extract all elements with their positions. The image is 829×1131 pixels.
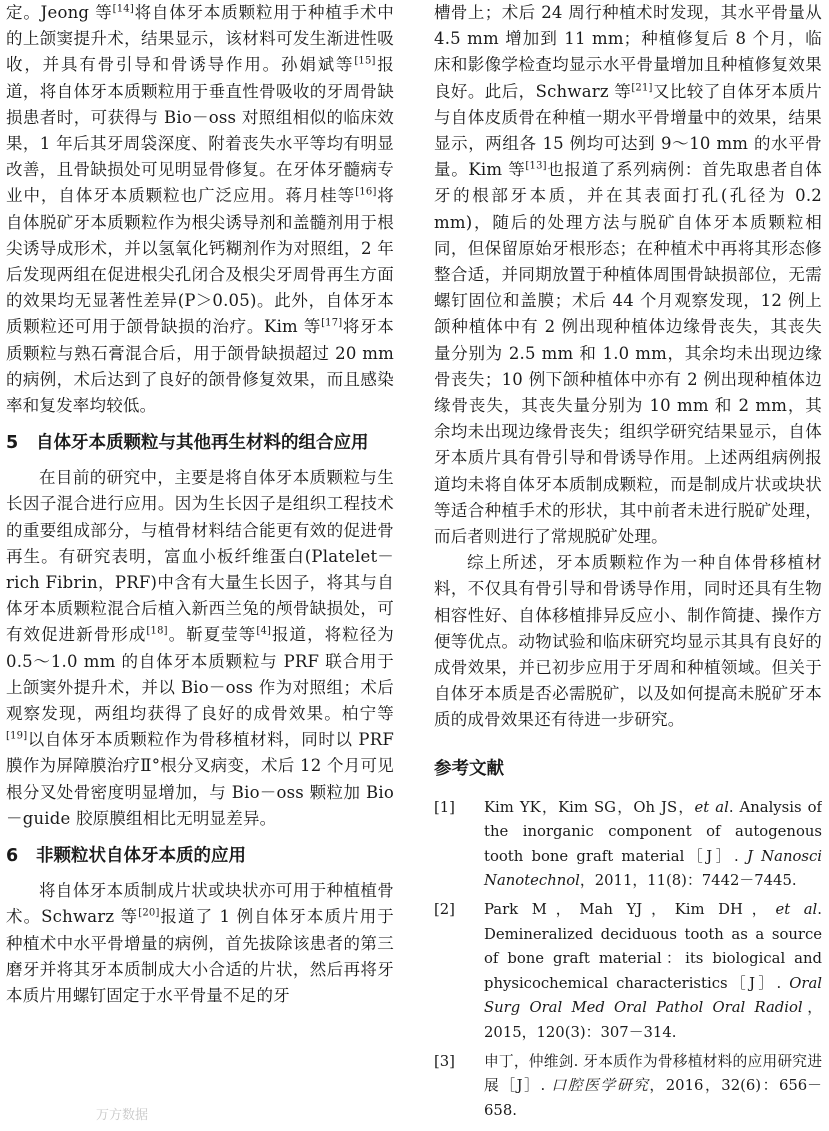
reference-item: [2] Park M，Mah YJ，Kim DH，et al. Demineralized deciduous tooth as a source of bone graft material：its biological and physicochemical characteristics［J］. Oral Surg Oral Med Oral Pathol Oral Radiol，2015，120(3)：307－314. — [434, 901, 822, 1042]
right-column — [434, 0, 822, 1131]
left-column — [6, 0, 394, 1131]
reference-item: [1] Kim YK，Kim SG，Oh JS，et al. Analysis of the inorganic component of autogenous tooth bone graft material［J］. J Nanosci Nanotechnol，2011，11(8)：7442－7445. — [434, 798, 822, 890]
paragraph: 在目前的研究中，主要是将自体牙本质颗粒与生长因子混合进行应用。因为生长因子是组织工程技术的重要组成部分，与植骨材料结合能更有效的促进骨再生。有研究表明，富血小板纤维蛋白(Platelet－rich Fibrin，PRF)中含有大量生长因子，将其与自体牙本质颗粒混合后植入新西兰兔的颅骨缺损处，可有效促进新骨形成[18]。靳夏莹等[4]报道，将粒径为 0.5～1.0 mm 的自体牙本质颗粒与 PRF 联合用于上颌窦外提升术，并以 Bio－oss 作为对照组；术后观察发现，两组均获得了良好的成骨效果。柏宁等[19]以自体牙本质颗粒作为骨移植材料，同时以 PRF 膜作为屏障膜治疗Ⅱ°根分叉病变，术后 12 个月可见根分叉处骨密度明显增加，与 Bio－oss 颗粒加 Bio－guide 胶原膜组相比无明显差异。 — [6, 468, 394, 828]
paragraph: 将自体牙本质制成片状或块状亦可用于种植植骨术。Schwarz 等[20]报道了 1 例自体牙本质片用于种植术中水平骨增量的病例，首先拔除该患者的第三磨牙并将其牙本质制成大小合适的片状，然后再将牙本质片用螺钉固定于水平骨量不足的牙 — [6, 881, 394, 1005]
paragraph-continued: 槽骨上；术后 24 周行种植术时发现，其水平骨量从 4.5 mm 增加到 11 mm；种植修复后 8 个月，临床和影像学检查均显示水平骨量增加且种植修复效果良好。此后，Schwarz 等[21]又比较了自体牙本质片与自体皮质骨在种植一期水平骨增量中的效果，结果显示，两组各 15 例均可达到 9～10 mm 的水平骨量。Kim 等[13]也报道了系列病例：首先取患者自体牙的根部牙本质，并在其表面打孔(孔径为 0.2 mm)，随后的处理方法与脱矿自体牙本质颗粒相同，但保留原始牙根形态；在种植术中再将其形态修整合适，并同期放置于种植体周围骨缺损部位，无需螺钉固位和盖膜；术后 44 个月观察发现，12 例上颌种植体中有 2 例出现种植体边缘骨丧失，其丧失量分别为 2.5 mm 和 1.0 mm，其余均未出现边缘骨丧失；10 例下颌种植体中亦有 2 例出现种植体边缘骨丧失，其丧失量分别为 10 mm 和 2 mm，其余均未出现边缘骨丧失；组织学研究结果显示，自体牙本质片具有骨引导和骨诱导作用。上述两组病例报道均未将自体牙本质制成颗粒，而是制成片状或块状等适合种植手术的形状，其中前者未进行脱矿处理，而后者则进行了常规脱矿处理。 — [434, 3, 822, 547]
reference-item: [3] 申丁，仲维剑. 牙本质作为骨移植材料的应用研究进展［J］. 口腔医学研究，2016，32(6)：656－658. — [434, 1052, 822, 1119]
paragraph-continued: 定。Jeong 等[14]将自体牙本质颗粒用于种植手术中的上颌窦提升术，结果显示，该材料可发生渐进性吸收，并具有骨引导和骨诱导作用。孙娟斌等[15]报道，将自体牙本质颗粒用于垂直性骨吸收的牙周骨缺损患者时，可获得与 Bio－oss 对照组相似的临床效果，1 年后其牙周袋深度、附着丧失水平等均有明显改善，且骨缺损处可见明显骨修复。在牙体牙髓病专业中，自体牙本质颗粒也广泛应用。蒋月桂等[16]将自体脱矿牙本质颗粒作为根尖诱导剂和盖髓剂用于根尖诱导成形术，并以氢氧化钙糊剂作为对照组，2 年后发现两组在促进根尖孔闭合及根尖牙周骨再生方面的效果均无显著性差异(P＞0.05)。此外，自体牙本质颗粒还可用于颌骨缺损的治疗。Kim 等[17]将牙本质颗粒与熟石膏混合后，用于颌骨缺损超过 20 mm 的病例，术后达到了良好的颌骨修复效果，而且感染率和复发率均较低。 — [6, 3, 394, 416]
section-heading-5: 5 自体牙本质颗粒与其他再生材料的组合应用 — [6, 433, 369, 454]
references-heading: 参考文献 — [434, 758, 504, 779]
section-heading-6: 6 非颗粒状自体牙本质的应用 — [6, 846, 246, 867]
watermark: 万方数据 — [96, 1108, 149, 1123]
conclusion-paragraph: 综上所述，牙本质颗粒作为一种自体骨移植材料，不仅具有骨引导和骨诱导作用，同时还具有生物相容性好、自体移植排异反应小、制作简捷、操作方便等优点。动物试验和临床研究均显示其具有良好的成骨效果，并已初步应用于牙周和种植领域。但关于自体牙本质是否必需脱矿，以及如何提高未脱矿牙本质的成骨效果还有待进一步研究。 — [434, 553, 822, 730]
